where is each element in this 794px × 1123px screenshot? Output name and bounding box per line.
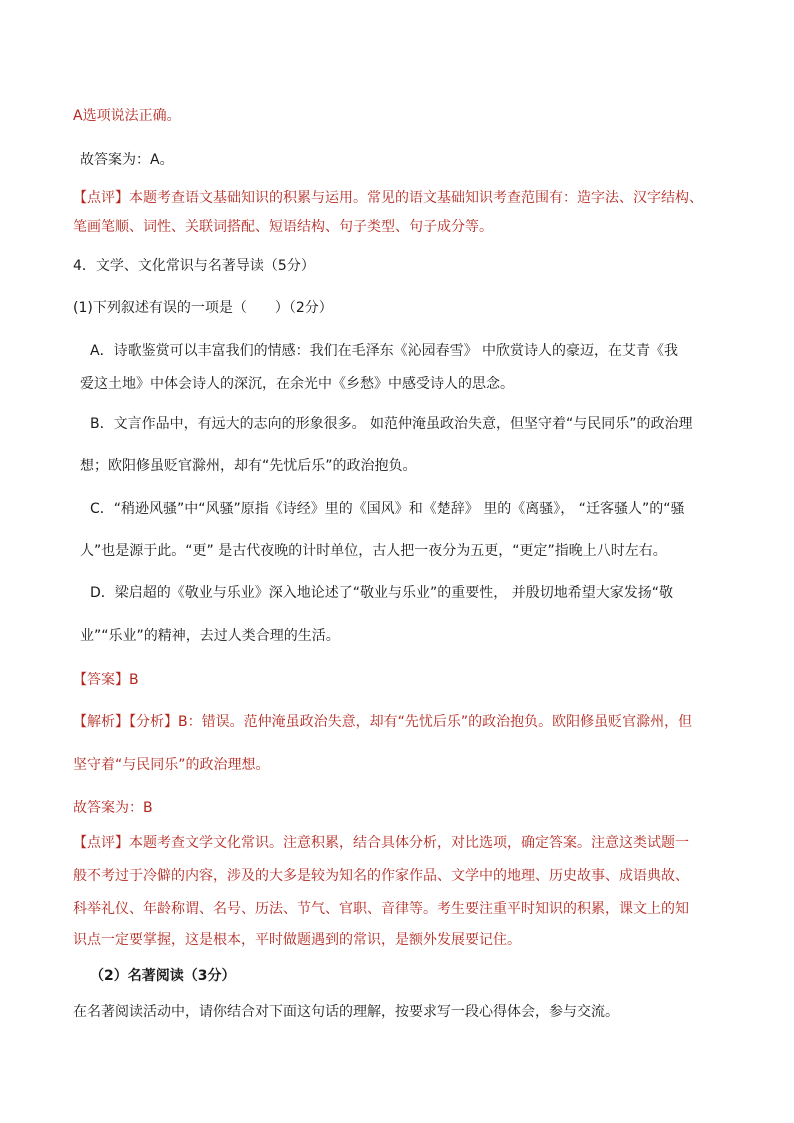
analysis-tag: 【解析】【分析】 [73, 714, 178, 730]
comment2-line-1 [73, 833, 689, 853]
answer-line [80, 150, 174, 170]
question-4-1: (1)下列叙述有误的一项是（ ）（2分） [73, 300, 333, 316]
option-c-line-1: C．“稍逊风骚”中“风骚”原指《诗经》里的《国风》和《楚辞》 里的《离骚》， “迁客骚人”的“骚 [90, 501, 685, 517]
option-a-correct-note: A选项说法正确。 [73, 108, 181, 124]
option-c-line-2: 人”也是源于此。“更” 是古代夜晚的计时单位，古人把一夜分为五更，“更定”指晚上八时左右。 [80, 543, 667, 559]
question-4-2-text: 在名著阅读活动中，请你结合对下面这句话的理解，按要求写一段心得体会，参与交流。 [73, 1004, 619, 1020]
option-d-line-1: D．梁启超的《敬业与乐业》深入地论述了“敬业与乐业”的重要性， 并殷切地希望大家发扬“敬 [90, 585, 673, 601]
answer2-row [73, 798, 153, 818]
question-4-2-heading: （2）名著阅读（3分） [90, 968, 236, 984]
answer-value: B [129, 672, 139, 688]
comment2-line-2: 般不考过于冷僻的内容，涉及的大多是较为知名的作家作品、文学中的地理、历史故事、成语典故、 [73, 868, 689, 884]
option-b-line-1: B．文言作品中，有远大的志向的形象很多。 如范仲淹虽政治失意，但坚守着“与民同乐”的政治理 [90, 416, 693, 432]
option-a-line-1: A．诗歌鉴赏可以丰富我们的情感：我们在毛泽东《沁园春雪》 中欣赏诗人的豪迈，在艾青《我 [90, 343, 679, 359]
answer-row [73, 670, 139, 690]
question-4-heading: 4．文学、文化常识与名著导读（5分） [73, 258, 315, 274]
comment-tag: 【点评】 [73, 190, 129, 206]
answer2-prefix: 故答案为： [73, 800, 143, 816]
option-a-line-2: 爱这土地》中体会诗人的深沉，在余光中《乡愁》中感受诗人的思念。 [80, 376, 514, 392]
comment2-tag: 【点评】 [73, 835, 129, 851]
comment-line-2: 笔画笔顺、词性、关联词搭配、短语结构、句子类型、句子成分等。 [73, 219, 493, 235]
answer2-value: B [143, 800, 153, 816]
analysis-line-1 [73, 712, 692, 732]
analysis-text: B：错误。范仲淹虽政治失意，却有“先忧后乐”的政治抱负。欧阳修虽贬官滁州，但 [178, 714, 693, 730]
comment2-line-4: 识点一定要掌握，这是根本，平时做题遇到的常识，是额外发展要记住。 [73, 932, 521, 948]
answer-tag: 【答案】 [73, 672, 129, 688]
comment-text: 本题考查语文基础知识的积累与运用。常见的语文基础知识考查范围有：造字法、汉字结构、 [129, 190, 703, 206]
option-b-line-2: 想；欧阳修虽贬官滁州，却有“先忧后乐”的政治抱负。 [80, 458, 417, 474]
comment-line-1 [73, 188, 703, 208]
comment2-line-3: 科举礼仪、年龄称谓、名号、历法、节气、官职、音律等。考生要注重平时知识的积累，课文上的知 [73, 901, 689, 917]
analysis-line-2: 坚守着“与民同乐”的政治理想。 [73, 757, 270, 773]
comment2-text: 本题考查文学文化常识。注意积累，结合具体分析，对比选项，确定答案。注意这类试题一 [129, 835, 689, 851]
answer-prefix: 故答案为：A。 [80, 152, 174, 168]
option-d-line-2: 业”“乐业”的精神，去过人类合理的生活。 [80, 628, 340, 644]
